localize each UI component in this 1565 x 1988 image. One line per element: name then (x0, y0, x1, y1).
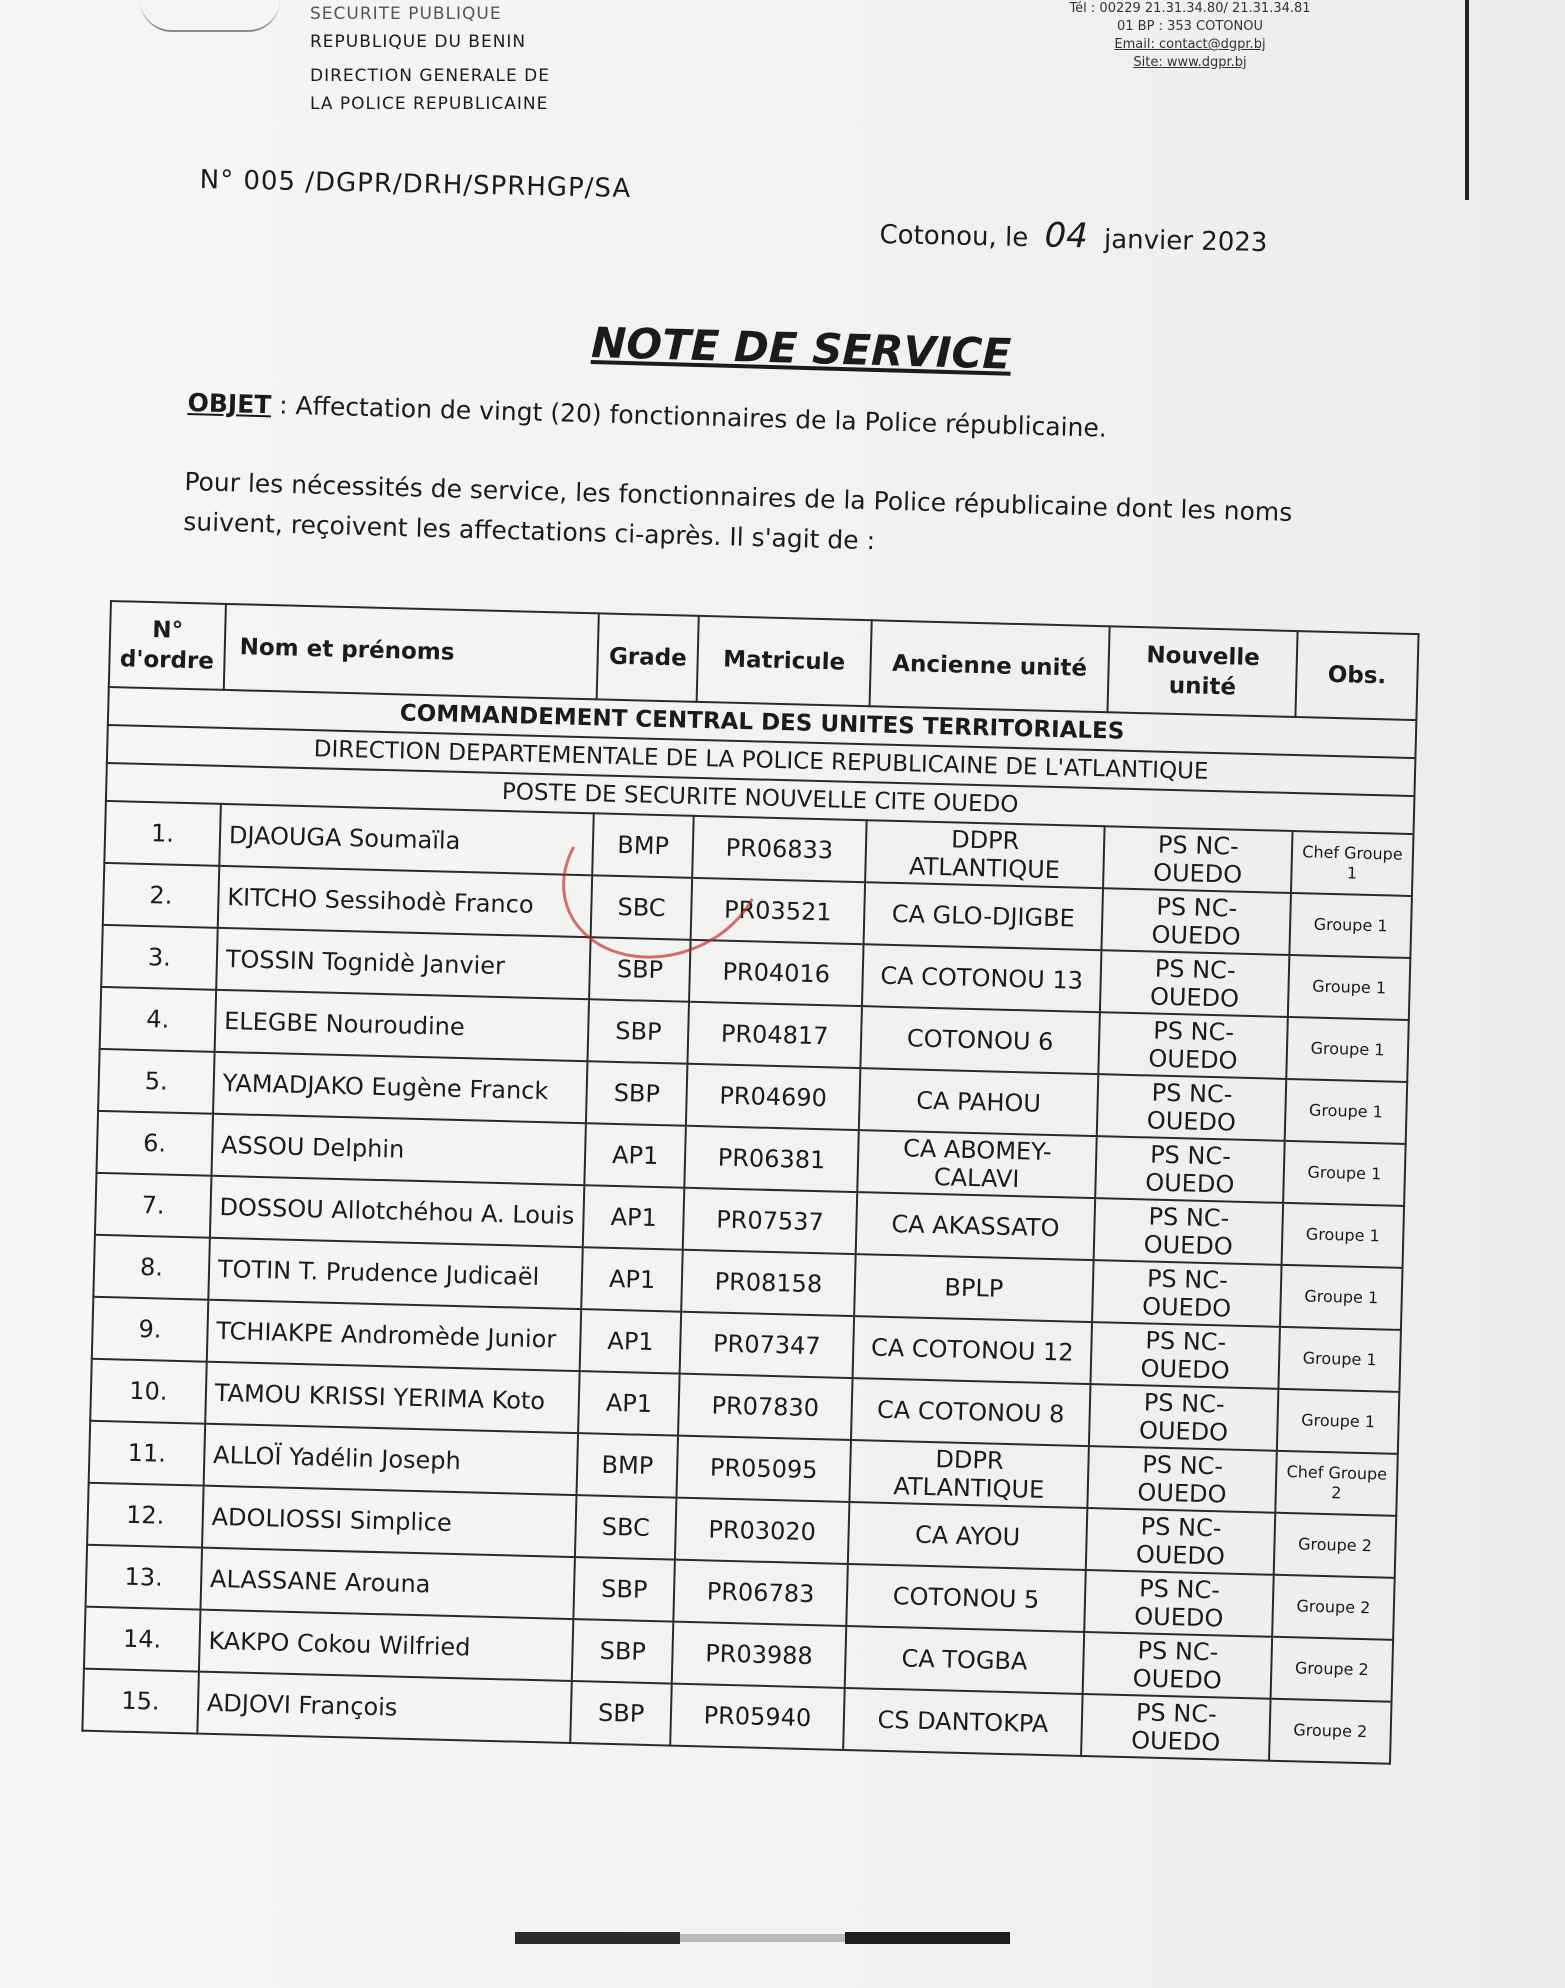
cell-old-unit: CA COTONOU 12 (852, 1316, 1092, 1384)
cell-num: 15. (82, 1669, 198, 1734)
cell-grade: AP1 (583, 1185, 685, 1250)
objet-text: : Affectation de vingt (20) fonctionnaires de la Police républicaine. (270, 390, 1108, 443)
cell-grade: AP1 (581, 1247, 683, 1312)
cell-name: ALASSANE Arouna (200, 1548, 575, 1619)
objet-line (187, 388, 1187, 445)
col-header-name: Nom et prénoms (224, 604, 599, 699)
cell-name: DOSSOU Allotchéhou A. Louis (210, 1176, 585, 1247)
header-country: REPUBLIQUE DU BENIN (310, 32, 527, 52)
cell-old-unit: DDPR ATLANTIQUE (865, 820, 1105, 888)
page-edge (1465, 0, 1469, 200)
cell-grade: BMP (592, 813, 694, 878)
cell-old-unit: COTONOU 6 (860, 1006, 1100, 1074)
cell-num: 6. (97, 1111, 213, 1176)
cell-obs: Groupe 2 (1272, 1575, 1395, 1640)
cell-grade: SBP (570, 1681, 672, 1746)
cell-old-unit: CA GLO-DJIGBE (863, 882, 1103, 950)
cell-name: TAMOU KRISSI YERIMA Koto (205, 1362, 580, 1433)
cell-obs: Groupe 1 (1278, 1327, 1401, 1392)
cell-new-unit: PS NC-OUEDO (1100, 950, 1289, 1017)
cell-old-unit: DDPR ATLANTIQUE (849, 1440, 1089, 1508)
cell-name: TOTIN T. Prudence Judicaël (208, 1238, 583, 1309)
section-post: POSTE DE SECURITE NOUVELLE CITE OUEDO (106, 763, 1415, 834)
cell-obs: Groupe 1 (1285, 1079, 1408, 1144)
cell-name: TCHIAKPE Andromède Junior (207, 1300, 582, 1371)
cell-matricule: PR06833 (693, 816, 867, 882)
footer-bar (845, 1932, 1010, 1944)
cell-new-unit: PS NC-OUEDO (1094, 1198, 1283, 1265)
cell-matricule: PR05940 (671, 1684, 845, 1750)
footer-bar (680, 1934, 845, 1942)
cell-old-unit: CA PAHOU (858, 1068, 1098, 1136)
cell-matricule: PR05095 (677, 1436, 851, 1502)
cell-new-unit: PS NC-OUEDO (1103, 826, 1292, 893)
cell-name: YAMADJAKO Eugène Franck (213, 1052, 588, 1123)
footer-bar (515, 1932, 680, 1944)
col-header-matricule: Matricule (697, 616, 871, 706)
header-direction-1: DIRECTION GENERALE DE (310, 66, 550, 86)
cell-old-unit: CA TOGBA (844, 1626, 1084, 1694)
assignment-table (81, 600, 1419, 1765)
cell-old-unit: CA COTONOU 8 (851, 1378, 1091, 1446)
cell-grade: SBP (589, 937, 691, 1002)
cell-new-unit: PS NC-OUEDO (1085, 1570, 1274, 1637)
cell-matricule: PR04016 (689, 940, 863, 1006)
cell-new-unit: PS NC-OUEDO (1097, 1074, 1286, 1141)
cell-new-unit: PS NC-OUEDO (1091, 1322, 1280, 1389)
date-day: 04 (1044, 215, 1089, 257)
reference-number: N° 005 /DGPR/DRH/SPRHGP/SA (199, 165, 632, 205)
cell-num: 3. (101, 925, 217, 990)
col-header-num: N° d'ordre (109, 601, 226, 690)
cell-name: KAKPO Cokou Wilfried (199, 1610, 574, 1681)
cell-matricule: PR07830 (678, 1374, 852, 1440)
cell-new-unit: PS NC-OUEDO (1081, 1694, 1270, 1761)
cell-matricule: PR03988 (672, 1622, 846, 1688)
emblem-icon (140, 0, 280, 32)
cell-name: ALLOÏ Yadélin Joseph (203, 1424, 578, 1495)
cell-grade: AP1 (578, 1371, 680, 1436)
cell-grade: BMP (576, 1433, 678, 1498)
header-direction-2: LA POLICE REPUBLICAINE (310, 94, 549, 114)
cell-new-unit: PS NC-OUEDO (1102, 888, 1291, 955)
cell-matricule: PR06381 (685, 1126, 859, 1192)
cell-old-unit: COTONOU 5 (846, 1564, 1086, 1632)
cell-matricule: PR06783 (674, 1560, 848, 1626)
header-address: 01 BP : 353 COTONOU (1117, 19, 1263, 34)
col-header-new-unit: Nouvelle unité (1108, 626, 1298, 717)
cell-new-unit: PS NC-OUEDO (1088, 1446, 1277, 1513)
section-direction: DIRECTION DEPARTEMENTALE DE LA POLICE REPUBLICAINE DE L'ATLANTIQUE (107, 725, 1416, 796)
cell-grade: SBP (587, 999, 689, 1064)
page-title: NOTE DE SERVICE (590, 318, 1012, 379)
cell-obs: Groupe 1 (1282, 1203, 1405, 1268)
cell-old-unit: CA AKASSATO (855, 1192, 1095, 1260)
cell-old-unit: CS DANTOKPA (843, 1688, 1083, 1756)
section-command: COMMANDEMENT CENTRAL DES UNITES TERRITORIALES (108, 687, 1417, 758)
cell-new-unit: PS NC-OUEDO (1089, 1384, 1278, 1451)
cell-name: TOSSIN Tognidè Janvier (216, 928, 591, 999)
cell-matricule: PR04817 (688, 1002, 862, 1068)
cell-new-unit: PS NC-OUEDO (1092, 1260, 1281, 1327)
header-site: Site: www.dgpr.bj (1133, 55, 1247, 70)
cell-num: 9. (92, 1297, 208, 1362)
cell-grade: AP1 (584, 1123, 686, 1188)
document-date (879, 212, 1268, 260)
cell-num: 7. (95, 1173, 211, 1238)
cell-new-unit: PS NC-OUEDO (1099, 1012, 1288, 1079)
cell-obs: Groupe 2 (1269, 1699, 1392, 1764)
cell-num: 5. (98, 1049, 214, 1114)
cell-grade: SBC (591, 875, 693, 940)
header-phone: Tél : 00229 21.31.34.80/ 21.31.34.81 (1069, 1, 1311, 16)
col-header-grade: Grade (597, 613, 700, 702)
cell-num: 4. (100, 987, 216, 1052)
cell-name: ASSOU Delphin (211, 1114, 586, 1185)
cell-obs: Chef Groupe 2 (1275, 1451, 1398, 1516)
cell-matricule: PR07347 (680, 1312, 854, 1378)
cell-num: 13. (86, 1545, 202, 1610)
cell-num: 8. (93, 1235, 209, 1300)
col-header-old-unit: Ancienne unité (869, 620, 1110, 712)
cell-num: 2. (103, 863, 219, 928)
header-email: Email: contact@dgpr.bj (1114, 37, 1266, 52)
cell-matricule: PR07537 (683, 1188, 857, 1254)
header-left (310, 0, 600, 118)
cell-old-unit: BPLP (854, 1254, 1094, 1322)
cell-matricule: PR03020 (675, 1498, 849, 1564)
cell-matricule: PR03521 (691, 878, 865, 944)
cell-grade: SBP (586, 1061, 688, 1126)
cell-old-unit: CA AYOU (847, 1502, 1087, 1570)
cell-name: ADOLIOSSI Simplice (202, 1486, 577, 1557)
date-prefix: Cotonou, le (879, 219, 1029, 254)
cell-name: ADJOVI François (197, 1672, 572, 1743)
header-ministry: SECURITE PUBLIQUE (310, 4, 502, 24)
cell-matricule: PR04690 (686, 1064, 860, 1130)
cell-matricule: PR08158 (682, 1250, 856, 1316)
cell-obs: Groupe 2 (1274, 1513, 1397, 1578)
cell-grade: SBP (572, 1619, 674, 1684)
cell-grade: AP1 (580, 1309, 682, 1374)
header-right (1040, 0, 1340, 72)
cell-obs: Groupe 2 (1271, 1637, 1394, 1702)
cell-num: 1. (104, 801, 220, 866)
cell-obs: Groupe 1 (1283, 1141, 1406, 1206)
cell-name: ELEGBE Nouroudine (214, 990, 589, 1061)
cell-new-unit: PS NC-OUEDO (1083, 1632, 1272, 1699)
assignment-table-wrapper (81, 600, 1419, 1765)
cell-grade: SBP (573, 1557, 675, 1622)
cell-name: KITCHO Sessihodè Franco (218, 866, 593, 937)
cell-obs: Groupe 1 (1280, 1265, 1403, 1330)
cell-old-unit: CA COTONOU 13 (862, 944, 1102, 1012)
col-header-obs: Obs. (1295, 631, 1418, 720)
cell-name: DJAOUGA Soumaïla (219, 804, 594, 875)
cell-grade: SBC (575, 1495, 677, 1560)
cell-obs: Chef Groupe 1 (1291, 831, 1414, 896)
date-rest: janvier 2023 (1103, 224, 1268, 259)
cell-obs: Groupe 1 (1286, 1017, 1409, 1082)
cell-obs: Groupe 1 (1288, 955, 1411, 1020)
cell-old-unit: CA ABOMEY-CALAVI (857, 1130, 1097, 1198)
cell-obs: Groupe 1 (1277, 1389, 1400, 1454)
cell-num: 14. (84, 1607, 200, 1672)
cell-obs: Groupe 1 (1289, 893, 1412, 958)
cell-num: 10. (90, 1359, 206, 1424)
objet-label: OBJET (187, 388, 272, 420)
cell-new-unit: PS NC-OUEDO (1096, 1136, 1285, 1203)
intro-paragraph: Pour les nécessités de service, les fonctionnaires de la Police républicaine dont les noms suivent, reçoivent les affectations ci-après. Il s'agit de : (182, 466, 1293, 556)
cell-num: 11. (89, 1421, 205, 1486)
cell-num: 12. (87, 1483, 203, 1548)
cell-new-unit: PS NC-OUEDO (1086, 1508, 1275, 1575)
